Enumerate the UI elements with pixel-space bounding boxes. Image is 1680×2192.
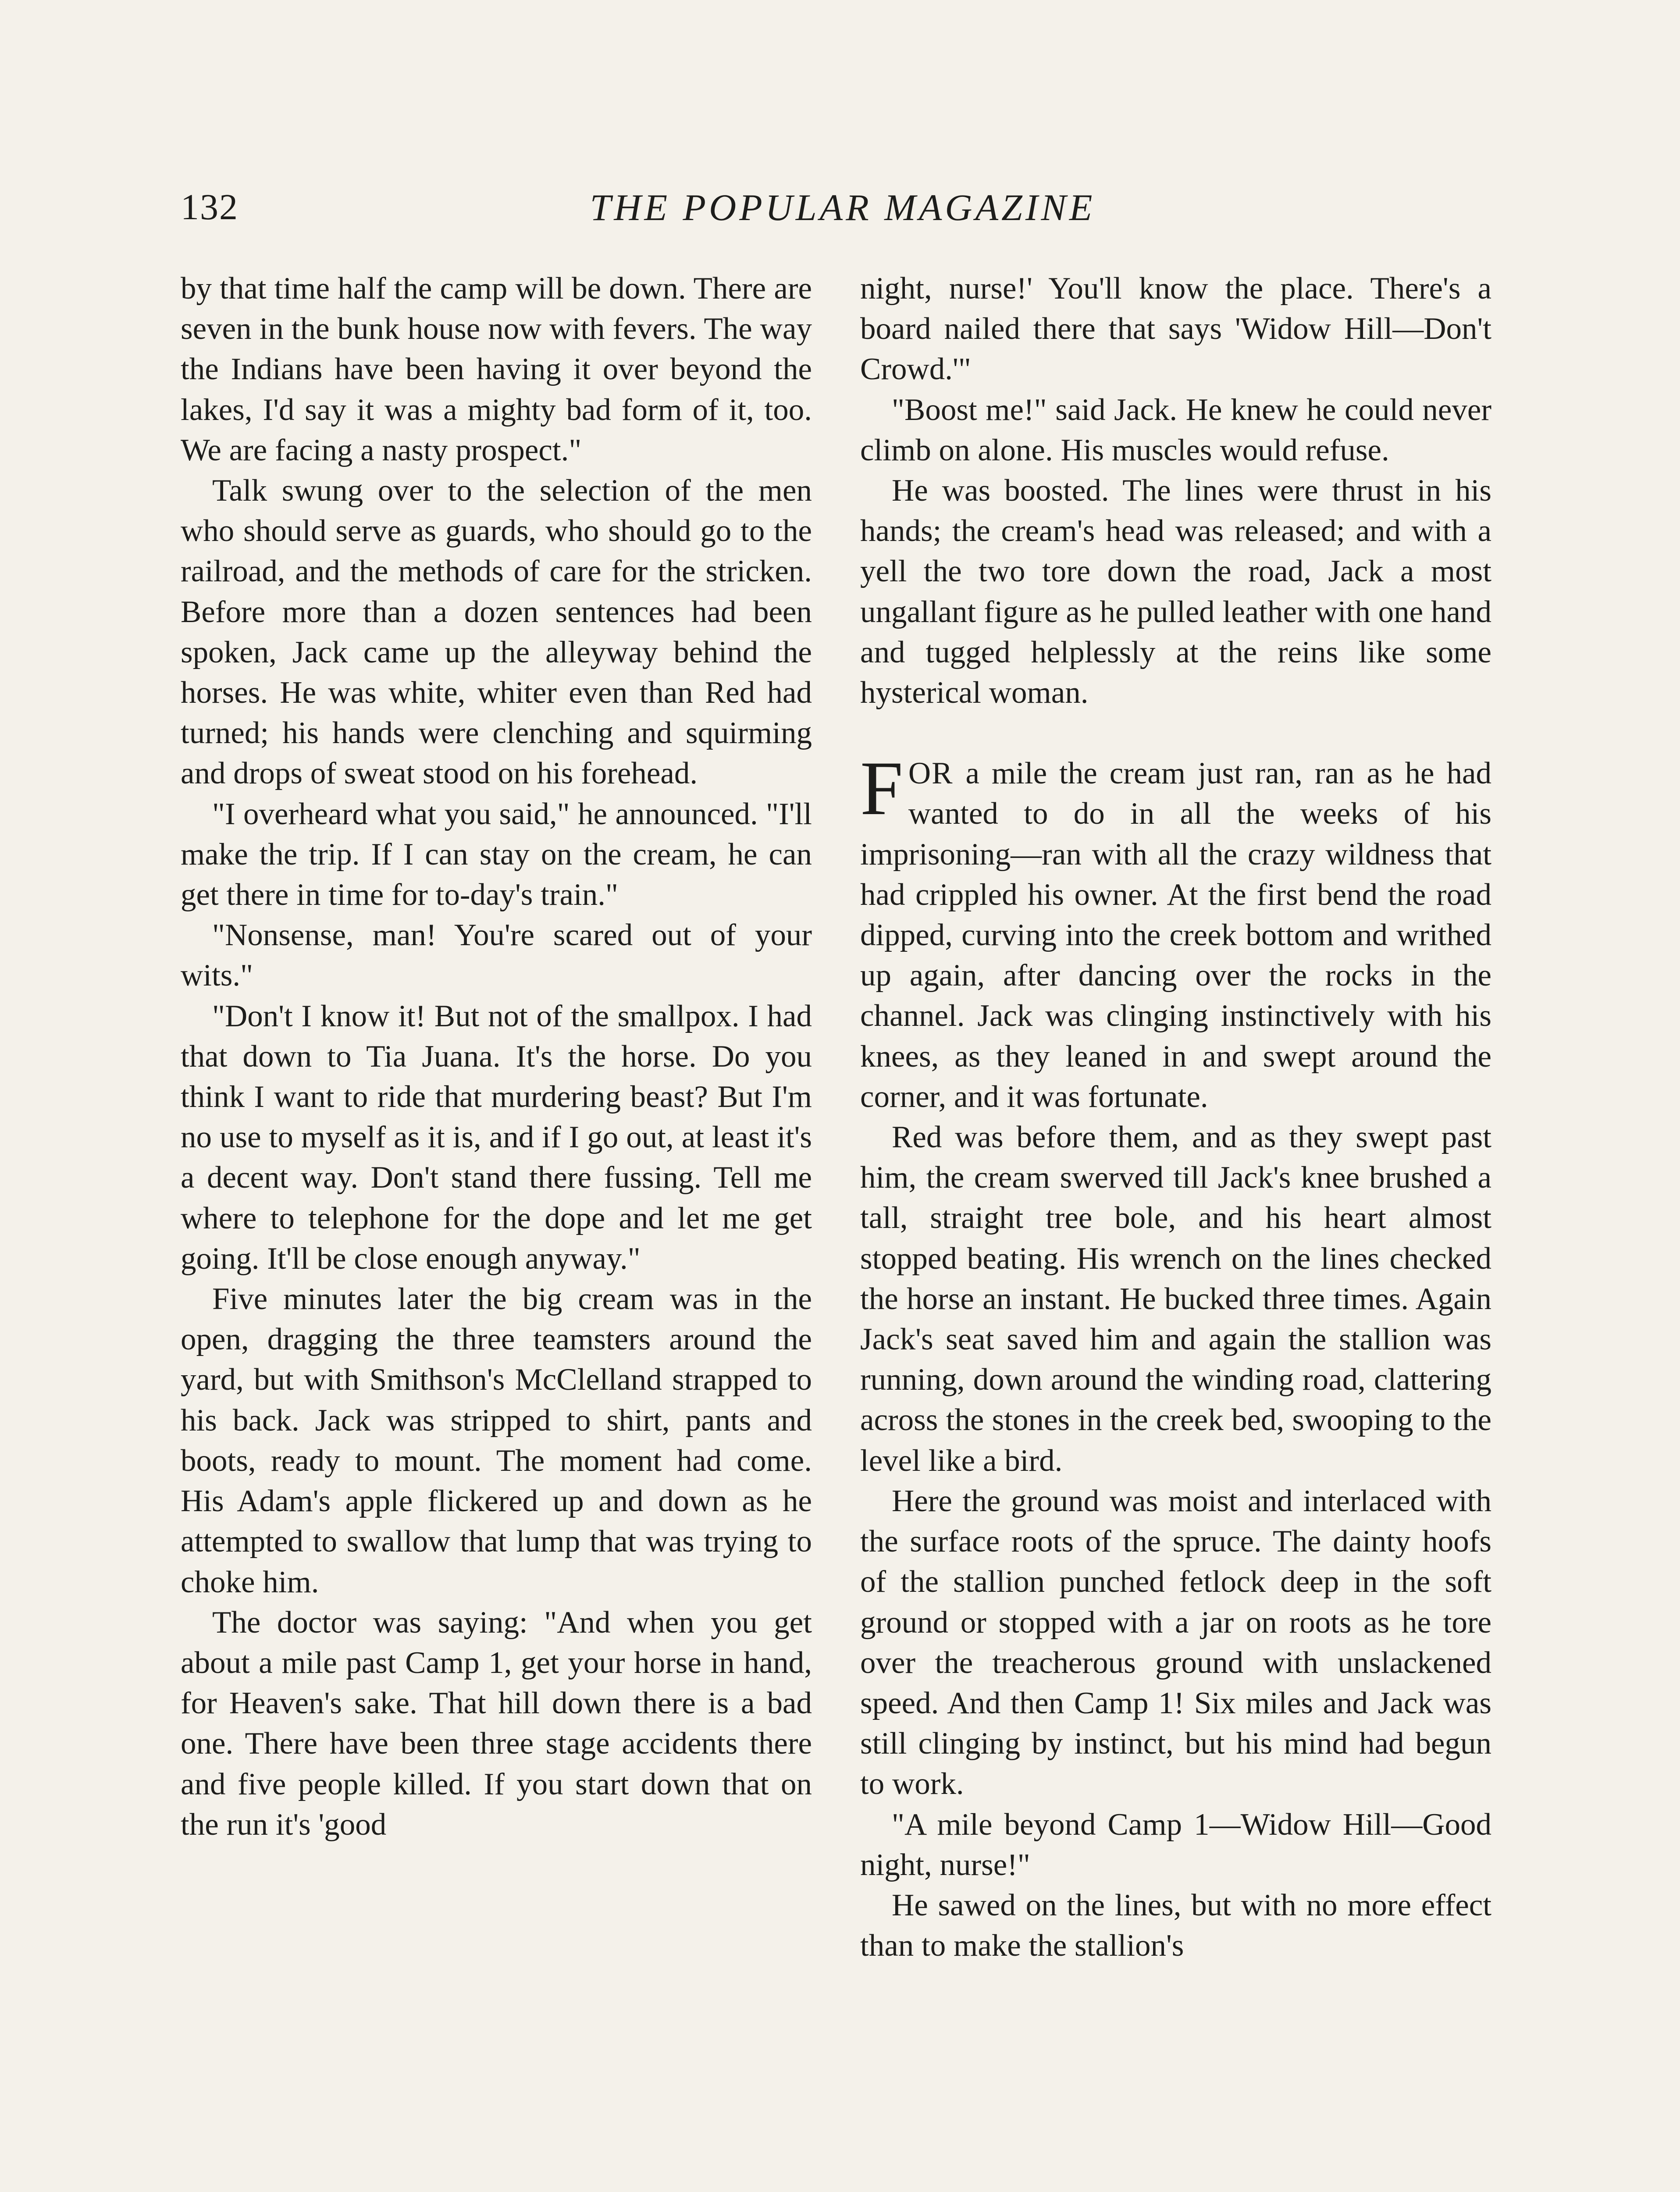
paragraph: night, nurse!' You'll know the place. There's a board nailed there that says 'Widow Hill—Don't Crowd.'" <box>860 271 1491 387</box>
section-opening-paragraph <box>860 746 1491 1117</box>
paragraph: The doctor was saying: "And when you get about a mile past Camp 1, get your horse in hand, for Heaven's sake. That hill down there is a bad one. There have been three stage accidents there and five people killed. If you start down that on the run it's 'good <box>181 1605 812 1842</box>
paragraph: "I overheard what you said," he announced. "I'll make the trip. If I can stay on the cream, he can get there in time for to-day's train." <box>181 797 812 912</box>
paragraph: Five minutes later the big cream was in the open, dragging the three teamsters around the yard, but with Smithson's McClelland strapped to his back. Jack was stripped to shirt, pants and boots, ready to mount. The moment had come. His Adam's apple flickered up and down as he attempted to swallow that lump that was trying to choke him. <box>181 1282 812 1599</box>
drop-cap: F <box>860 746 903 832</box>
paragraph: by that time half the camp will be down. There are seven in the bunk house now with fevers. The way the Indians have been having it over beyond the lakes, I'd say it was a mighty bad form of it, too. We are facing a nasty prospect." <box>181 271 812 467</box>
paragraph: Here the ground was moist and interlaced with the surface roots of the spruce. The dainty hoofs of the stallion punched fetlock deep in the soft ground or stopped with a jar on roots as he tore over the treacherous ground with unslackened speed. And then Camp 1! Six miles and Jack was still clinging by instinct, but his mind had begun to work. <box>860 1484 1491 1801</box>
paragraph: "Boost me!" said Jack. He knew he could never climb on alone. His muscles would refuse. <box>860 392 1491 467</box>
paragraph: Talk swung over to the selection of the men who should serve as guards, who should go to the railroad, and the methods of care for the stricken. Before more than a dozen sentences had been spoken, Jack came up the alleyway behind the horses. He was white, whiter even than Red had turned; his hands were clenching and squirming and drops of sweat stood on his forehead. <box>181 473 812 791</box>
left-column <box>181 268 812 1845</box>
paragraph: Red was before them, and as they swept past him, the cream swerved till Jack's knee brushed a tall, straight tree bole, and his heart almost stopped beating. His wrench on the lines checked the horse an instant. He bucked three times. Again Jack's seat saved him and again the stallion was running, down around the winding road, clattering across the stones in the creek bed, swooping to the level like a bird. <box>860 1120 1491 1478</box>
drop-cap-smallcaps: OR <box>908 756 954 791</box>
paragraph: "A mile beyond Camp 1—Widow Hill—Good night, nurse!" <box>860 1807 1491 1882</box>
paragraph: He was boosted. The lines were thrust in his hands; the cream's head was released; and with a yell the two tore down the road, Jack a most ungallant figure as he pulled leather with one hand and tugged helplessly at the reins like some hysterical woman. <box>860 473 1491 710</box>
right-column <box>860 268 1491 1966</box>
running-head: THE POPULAR MAGAZINE <box>590 186 1096 228</box>
paragraph: "Don't I know it! But not of the smallpox. I had that down to Tia Juana. It's the horse. Do you think I want to ride that murdering beast? But I'm no use to myself as it is, and if I go out, at least it's a decent way. Don't stand there fussing. Tell me where to telephone for the dope and let me get going. It'll be close enough anyway." <box>181 999 812 1276</box>
page-number: 132 <box>181 187 238 228</box>
section-opening-text: a mile the cream just ran, ran as he had wanted to do in all the weeks of his imprisoning—ran with all the crazy wildness that had crippled his owner. At the first bend the road dipped, curving into the creek bottom and writhed up again, after dancing over the rocks in the channel. Jack was clinging instinctively with his knees, as they leaned in and swept around the corner, and it was fortunate. <box>860 756 1491 1114</box>
paragraph: "Nonsense, man! You're scared out of your wits." <box>181 918 812 993</box>
page-header <box>181 183 1505 240</box>
paragraph: He sawed on the lines, but with no more effect than to make the stallion's <box>860 1888 1491 1963</box>
